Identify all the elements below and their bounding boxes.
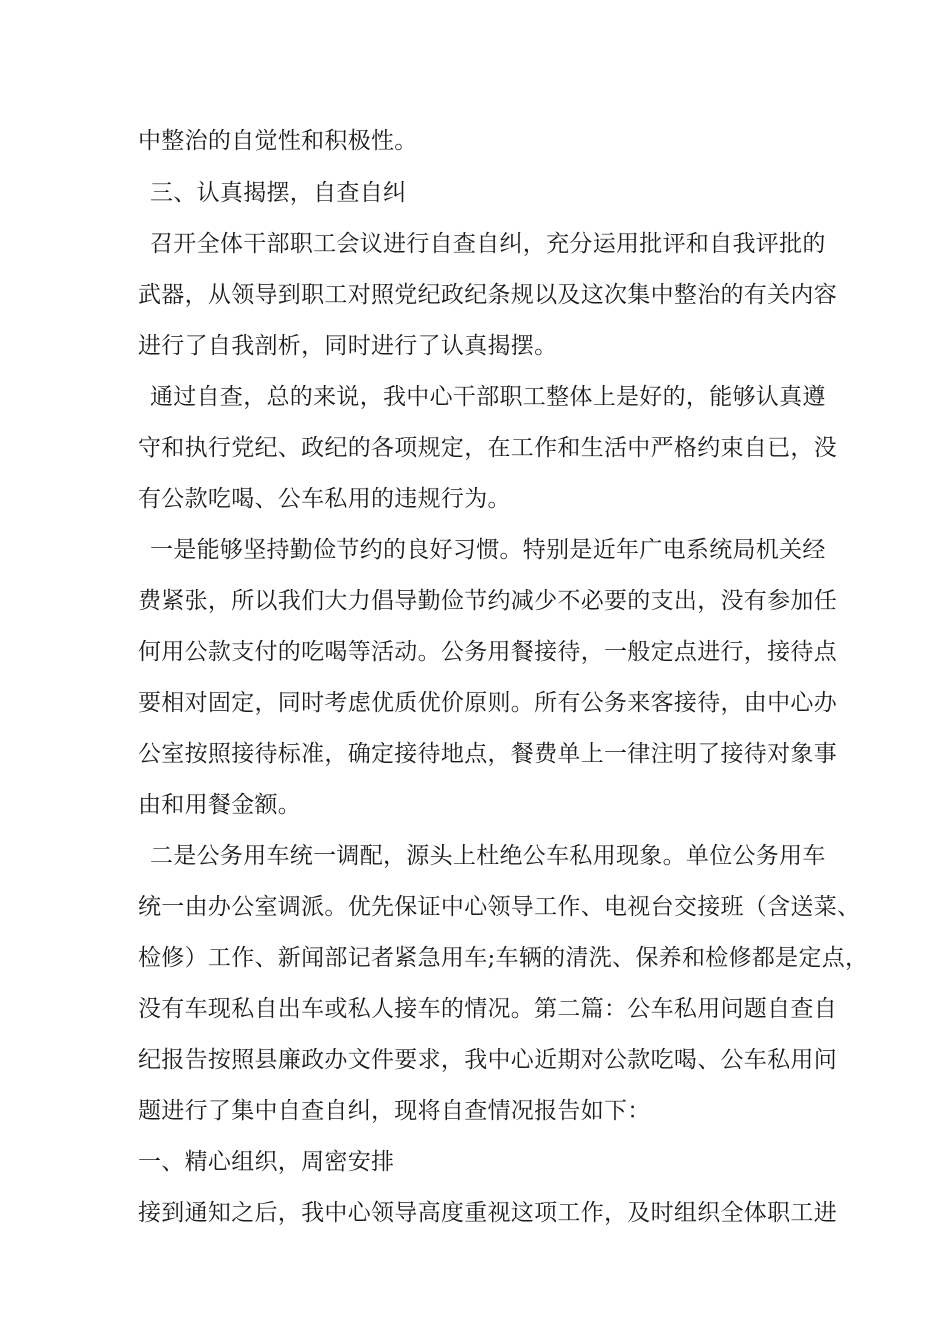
body-text-line: 进行了自我剖析，同时进行了认真揭摆。 <box>138 333 558 359</box>
body-text-line: 没有车现私自出车或私人接车的情况。第二篇：公车私用问题自查自 <box>138 996 837 1022</box>
body-text-line: 由和用餐金额。 <box>138 792 302 818</box>
body-text-line: 武器，从领导到职工对照党纪政纪条规以及这次集中整治的有关内容 <box>138 282 837 308</box>
paragraph-first-line: 二是公务用车统一调配，源头上杜绝公车私用现象。单位公务用车 <box>150 843 826 869</box>
body-text-line: 有公款吃喝、公车私用的违规行为。 <box>138 486 511 512</box>
body-text-line: 何用公款支付的吃喝等活动。公务用餐接待，一般定点进行，接待点 <box>138 639 837 665</box>
section-heading: 一、精心组织，周密安排 <box>138 1149 395 1175</box>
body-text-line: 公室按照接待标准，确定接待地点，餐费单上一律注明了接待对象事 <box>138 741 837 767</box>
body-text-line: 接到通知之后，我中心领导高度重视这项工作，及时组织全体职工进 <box>138 1200 837 1226</box>
body-text-line: 纪报告按照县廉政办文件要求，我中心近期对公款吃喝、公车私用问 <box>138 1047 837 1073</box>
body-text-line: 检修）工作、新闻部记者紧急用车;车辆的清洗、保养和检修都是定点， <box>138 945 869 971</box>
paragraph-first-line: 一是能够坚持勤俭节约的良好习惯。特别是近年广电系统局机关经 <box>150 537 826 563</box>
body-text-line: 中整治的自觉性和积极性。 <box>138 128 418 154</box>
body-text-line: 守和执行党纪、政纪的各项规定，在工作和生活中严格约束自已，没 <box>138 435 837 461</box>
body-text-line: 费紧张，所以我们大力倡导勤俭节约减少不必要的支出，没有参加任 <box>138 588 837 614</box>
body-text-line: 题进行了集中自查自纠，现将自查情况报告如下： <box>138 1098 651 1124</box>
section-heading: 三、认真揭摆，自查自纠 <box>150 180 407 206</box>
paragraph-first-line: 通过自查，总的来说，我中心干部职工整体上是好的，能够认真遵 <box>150 384 826 410</box>
body-text-line: 统一由办公室调派。优先保证中心领导工作、电视台交接班（含送菜、 <box>138 894 861 920</box>
body-text-line: 要相对固定，同时考虑优质优价原则。所有公务来客接待，由中心办 <box>138 690 837 716</box>
paragraph-first-line: 召开全体干部职工会议进行自查自纠，充分运用批评和自我评批的 <box>150 231 826 257</box>
